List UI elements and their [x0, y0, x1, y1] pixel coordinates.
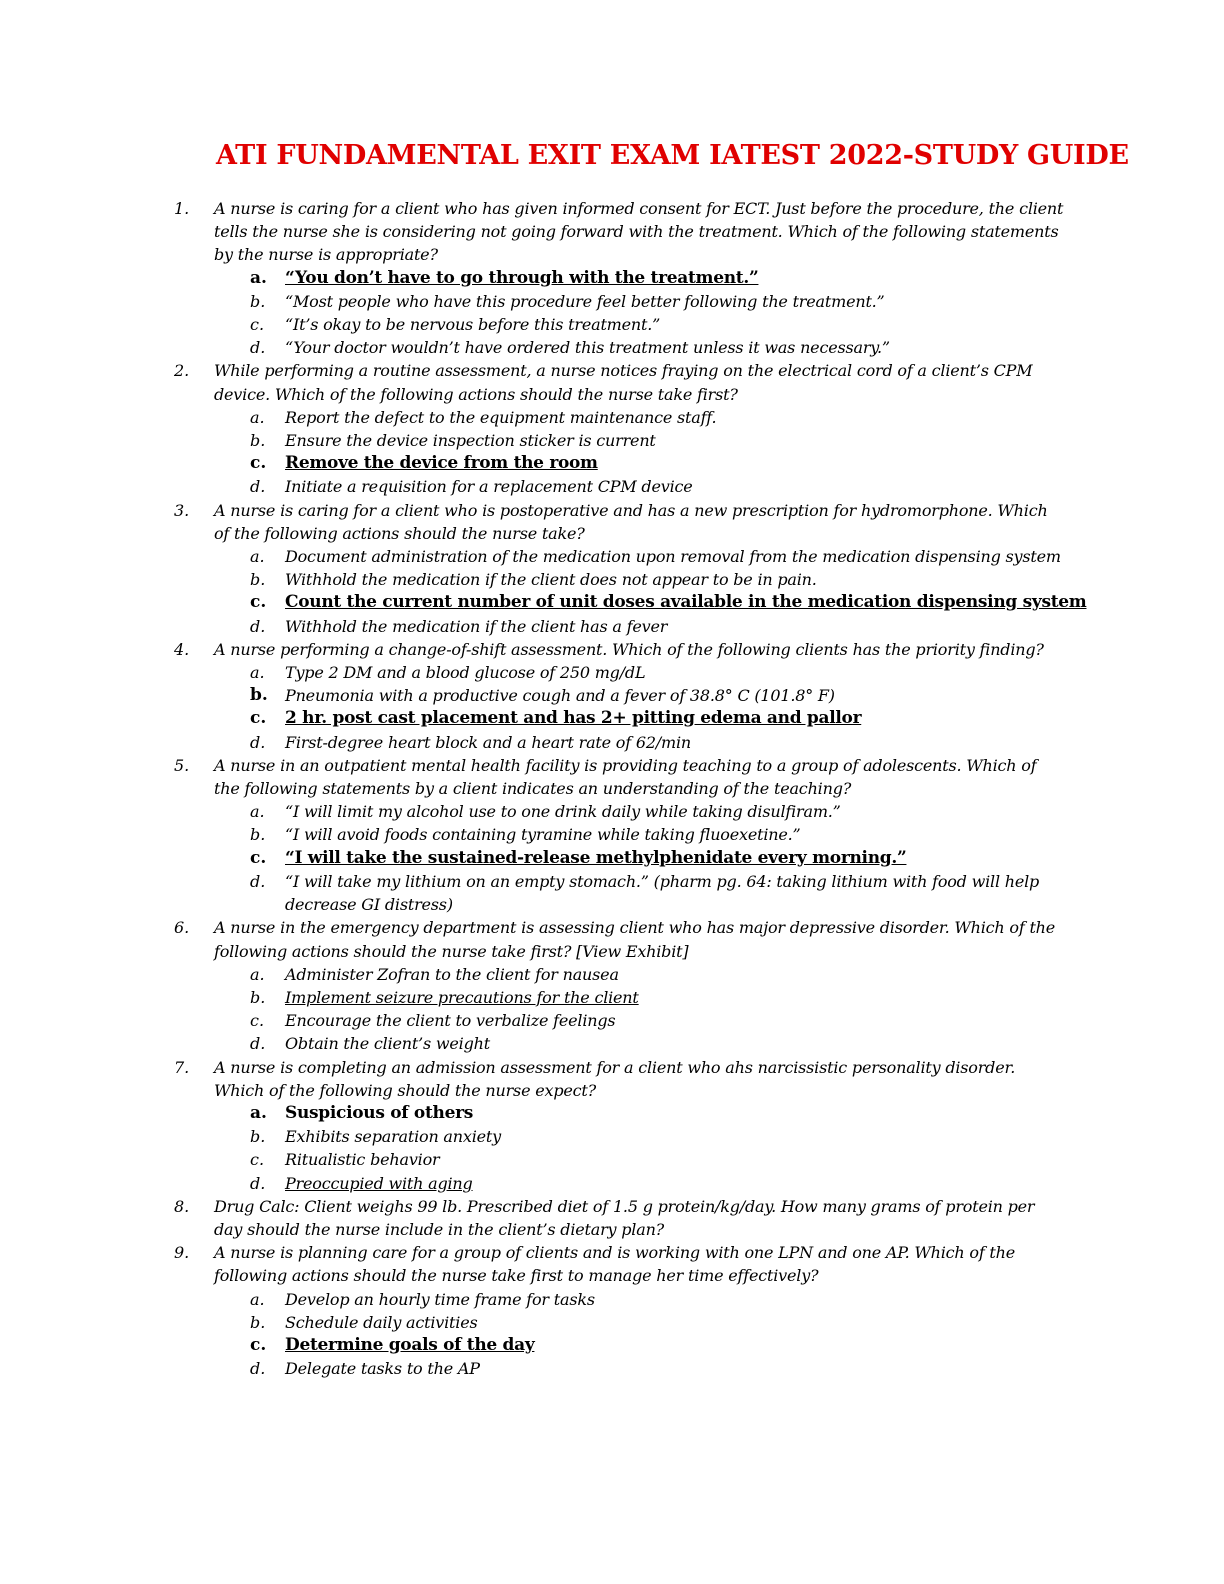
- answer-text: Schedule daily activities: [285, 1312, 478, 1332]
- answer-option: [0, 267, 1224, 290]
- answer-letter: a.: [250, 1102, 267, 1123]
- answer-option: [0, 1311, 1224, 1334]
- question-number: 5.: [174, 755, 190, 775]
- answer-text: Obtain the client’s weight: [285, 1034, 490, 1054]
- answer-option: [0, 870, 1224, 916]
- answer-letter: b.: [250, 570, 266, 590]
- answer-text: Ritualistic behavior: [285, 1150, 440, 1170]
- answer-letter: c.: [250, 1011, 265, 1031]
- answer-letter: d.: [250, 871, 266, 891]
- answer-letter: a.: [250, 802, 265, 822]
- answer-option: [0, 1334, 1224, 1357]
- answer-option: [0, 1009, 1224, 1032]
- page-title: ATI FUNDAMENTAL EXIT EXAM IATEST 2022-STUDY GUIDE: [216, 140, 1129, 171]
- answer-letter: c.: [250, 1334, 267, 1355]
- answer-letter: b.: [250, 431, 266, 451]
- answer-letter: c.: [250, 315, 265, 335]
- question-text: A nurse in an outpatient mental health facility is providing teaching to a group of adolescents. Which of the following statements by a client indicates an understanding of the teaching?: [214, 755, 1037, 799]
- answer-text: 2 hr. post cast placement and has 2+ pitting edema and pallor: [285, 708, 862, 729]
- answer-option: [0, 313, 1224, 336]
- answer-letter: b.: [250, 1127, 266, 1147]
- answer-option: [0, 568, 1224, 591]
- answer-option: [0, 1148, 1224, 1171]
- answer-text: Initiate a requisition for a replacement CPM device: [285, 477, 693, 497]
- answer-text: Report the defect to the equipment maintenance staff.: [285, 407, 717, 427]
- answer-option: [0, 406, 1224, 429]
- answer-text: Ensure the device inspection sticker is current: [285, 431, 656, 451]
- answer-option: [0, 1172, 1224, 1195]
- answer-text: Pneumonia with a productive cough and a fever of 38.8° C (101.8° F): [285, 686, 835, 706]
- answer-option: [0, 591, 1224, 614]
- answer-letter: d.: [250, 338, 266, 358]
- answer-letter: b.: [250, 825, 266, 845]
- answer-option: [0, 615, 1224, 638]
- answer-option: [0, 684, 1224, 707]
- answer-text: “I will take my lithium on an empty stomach.” (pharm pg. 64: taking lithium with food will help decrease GI distress): [285, 871, 1040, 915]
- answer-text: Preoccupied with aging: [285, 1173, 473, 1193]
- answer-letter: c.: [250, 847, 267, 868]
- answer-letter: a.: [250, 407, 265, 427]
- answer-text: Document administration of the medication upon removal from the medication dispensing system: [285, 547, 1061, 567]
- answer-text: Encourage the client to verbalize feelings: [285, 1011, 616, 1031]
- answer-text: Suspicious of others: [285, 1102, 474, 1123]
- question-7: [0, 1056, 1224, 1195]
- question-text: While performing a routine assessment, a nurse notices fraying on the electrical cord of a client’s CPM device. Which of the following actions should the nurse take first?: [214, 361, 1033, 404]
- answer-text: “I will avoid foods containing tyramine while taking fluoexetine.”: [285, 825, 801, 845]
- answer-option: [0, 475, 1224, 498]
- answer-option: [0, 452, 1224, 475]
- question-list: [0, 197, 1224, 1380]
- answer-text: Exhibits separation anxiety: [285, 1127, 501, 1147]
- question-number: 2.: [174, 361, 190, 381]
- answer-text: Administer Zofran to the client for nausea: [285, 964, 619, 984]
- answer-option: [0, 429, 1224, 452]
- question-1: [0, 197, 1224, 359]
- answer-option: [0, 963, 1224, 986]
- answer-text: “Your doctor wouldn’t have ordered this treatment unless it was necessary.”: [285, 338, 890, 358]
- answer-option: [0, 1125, 1224, 1148]
- answer-letter: c.: [250, 708, 267, 729]
- question-number: 9.: [174, 1243, 190, 1263]
- answer-letter: b.: [250, 685, 268, 706]
- question-number: 6.: [174, 918, 190, 938]
- answer-text: Implement seizure precautions for the client: [285, 987, 639, 1007]
- answer-letter: d.: [250, 1034, 266, 1054]
- answer-letter: a.: [250, 267, 267, 288]
- question-number: 4.: [174, 639, 190, 659]
- question-number: 7.: [174, 1057, 190, 1077]
- answer-text: Withhold the medication if the client has a fever: [285, 616, 668, 636]
- answer-letter: d.: [250, 1173, 266, 1193]
- answer-letter: c.: [250, 592, 267, 613]
- answer-option: [0, 1032, 1224, 1055]
- answer-letter: b.: [250, 291, 266, 311]
- answer-text: Withhold the medication if the client does not appear to be in pain.: [285, 570, 817, 590]
- answer-text: Type 2 DM and a blood glucose of 250 mg/dL: [285, 663, 646, 683]
- question-number: 1.: [174, 199, 190, 218]
- question-text: Drug Calc: Client weighs 99 lb. Prescribed diet of 1.5 g protein/kg/day. How many grams of protein per day should the nurse include in the client’s dietary plan?: [214, 1196, 1035, 1239]
- answer-text: Develop an hourly time frame for tasks: [285, 1289, 595, 1309]
- answer-letter: a.: [250, 964, 265, 984]
- question-5: [0, 754, 1224, 916]
- answer-text: Count the current number of unit doses available in the medication dispensing system: [285, 592, 1087, 613]
- question-text: A nurse in the emergency department is assessing client who has major depressive disorder. Which of the following actions should the nurse take first? [View Exhibit]: [214, 918, 1056, 961]
- answer-option: [0, 1357, 1224, 1380]
- answer-text: “It’s okay to be nervous before this treatment.”: [285, 315, 661, 335]
- answer-letter: c.: [250, 453, 267, 474]
- answer-option: [0, 800, 1224, 823]
- question-number: 8.: [174, 1196, 190, 1216]
- answer-text: “Most people who have this procedure feel better following the treatment.”: [285, 291, 885, 311]
- answer-option: [0, 823, 1224, 846]
- answer-option: [0, 731, 1224, 754]
- question-9: [0, 1241, 1224, 1380]
- answer-option: [0, 336, 1224, 359]
- answer-option: [0, 847, 1224, 870]
- question-2: [0, 359, 1224, 498]
- answer-text: Delegate tasks to the AP: [285, 1359, 480, 1379]
- answer-option: [0, 545, 1224, 568]
- answer-letter: a.: [250, 663, 265, 683]
- answer-letter: b.: [250, 987, 266, 1007]
- answer-text: First-degree heart block and a heart rate of 62/min: [285, 732, 691, 752]
- question-text: A nurse performing a change-of-shift assessment. Which of the following clients has the priority finding?: [214, 639, 1044, 659]
- answer-text: “I will take the sustained-release methylphenidate every morning.”: [285, 847, 907, 868]
- question-number: 3.: [174, 500, 190, 520]
- answer-option: [0, 290, 1224, 313]
- answer-letter: b.: [250, 1312, 266, 1332]
- question-text: A nurse is completing an admission assessment for a client who ahs narcissistic personality disorder. Which of the following should the nurse expect?: [214, 1057, 1016, 1100]
- answer-option: [0, 707, 1224, 730]
- answer-option: [0, 661, 1224, 684]
- question-8: [0, 1195, 1224, 1241]
- question-3: [0, 499, 1224, 638]
- question-6: [0, 916, 1224, 1055]
- answer-letter: a.: [250, 1289, 265, 1309]
- answer-text: “You don’t have to go through with the treatment.”: [285, 267, 759, 288]
- answer-letter: d.: [250, 1359, 266, 1379]
- answer-letter: d.: [250, 616, 266, 636]
- answer-letter: d.: [250, 477, 266, 497]
- answer-letter: c.: [250, 1150, 265, 1170]
- question-text: A nurse is caring for a client who has given informed consent for ECT. Just before the procedure, the client tells the nurse she is considering not going forward with the treatment. Which of the following statements by the nurse is appropriate?: [214, 199, 1064, 265]
- answer-letter: a.: [250, 547, 265, 567]
- answer-text: Determine goals of the day: [285, 1334, 535, 1355]
- question-4: [0, 638, 1224, 754]
- answer-letter: d.: [250, 732, 266, 752]
- question-text: A nurse is caring for a client who is postoperative and has a new prescription for hydromorphone. Which of the following actions should the nurse take?: [214, 500, 1048, 543]
- answer-option: [0, 1288, 1224, 1311]
- answer-text: “I will limit my alcohol use to one drink daily while taking disulfiram.”: [285, 802, 841, 822]
- question-text: A nurse is planning care for a group of clients and is working with one LPN and one AP. Which of the following actions should the nurse take first to manage her time effectively?: [214, 1243, 1016, 1286]
- answer-option: [0, 1102, 1224, 1125]
- answer-text: Remove the device from the room: [285, 453, 598, 474]
- answer-option: [0, 986, 1224, 1009]
